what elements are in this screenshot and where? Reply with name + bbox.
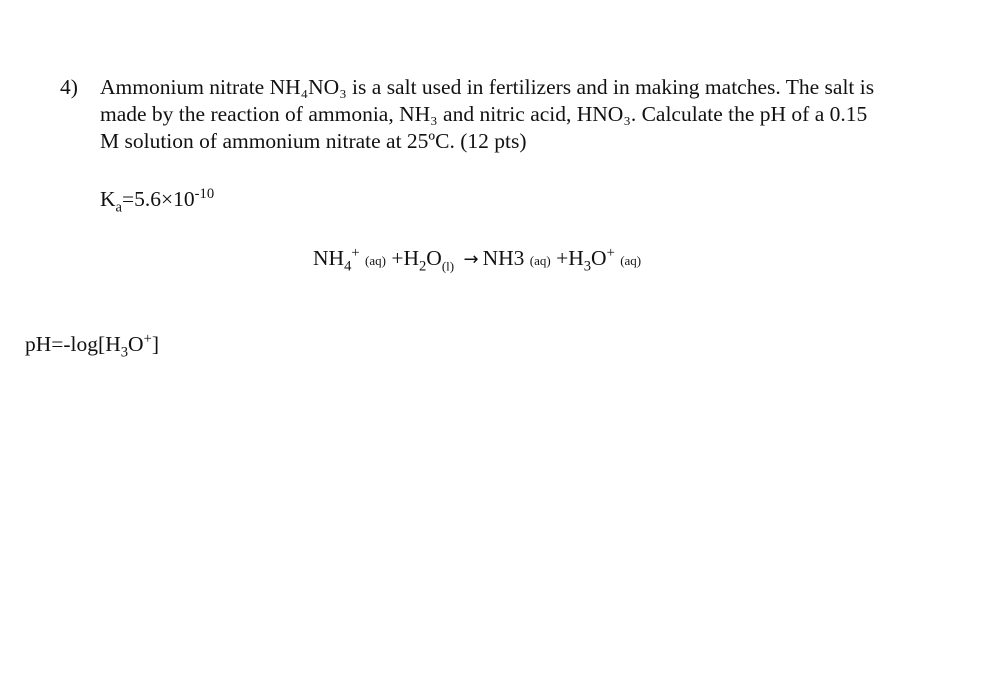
chemical-equation <box>313 245 641 274</box>
ka-symbol: K <box>100 187 116 211</box>
ph-prefix: pH=-log[H <box>25 332 121 356</box>
eq-plus2: +H <box>556 246 584 270</box>
eq-plus1: +H <box>391 246 419 270</box>
ka-exponent: -10 <box>194 185 215 202</box>
question-line-1: Ammonium nitrate NH₄NO₃ is a salt used in fertilizers and in making matches. The salt is <box>100 75 875 99</box>
eq-reactant2-state: (l) <box>441 258 455 274</box>
ph-sup: + <box>143 330 152 347</box>
question-line-2: made by the reaction of ammonia, NH₃ and nitric acid, HNO₃. Calculate the pH of a 0.15 <box>100 102 868 126</box>
eq-reactant1: NH <box>313 246 345 270</box>
eq-reactant2-rest: O <box>426 246 442 270</box>
ph-suffix: ] <box>151 332 159 356</box>
eq-product2-rest: O <box>591 246 607 270</box>
eq-reactant1-sup: + <box>351 244 360 261</box>
eq-product2-sub: 3 <box>583 258 592 275</box>
ph-sub: 3 <box>120 344 129 361</box>
eq-reactant1-sub: 4 <box>344 258 352 275</box>
ka-value <box>100 185 215 216</box>
question-number: 4) <box>60 75 78 99</box>
question-line-3: M solution of ammonium nitrate at 25ºC. (12 pts) <box>100 129 527 153</box>
eq-product1-state: (aq) <box>529 253 551 268</box>
eq-reactant1-state: (aq) <box>365 253 386 268</box>
reaction-arrow-icon: → <box>463 249 479 270</box>
ka-subscript: a <box>115 199 123 216</box>
ka-number: =5.6×10 <box>122 187 195 211</box>
eq-product1: NH3 <box>482 246 525 270</box>
ph-middle: O <box>128 332 144 356</box>
eq-product2-sup: + <box>606 244 615 261</box>
ph-formula <box>25 330 159 361</box>
question-text <box>100 74 992 155</box>
eq-product2-state: (aq) <box>620 253 642 268</box>
eq-reactant2-sub: 2 <box>418 258 427 275</box>
